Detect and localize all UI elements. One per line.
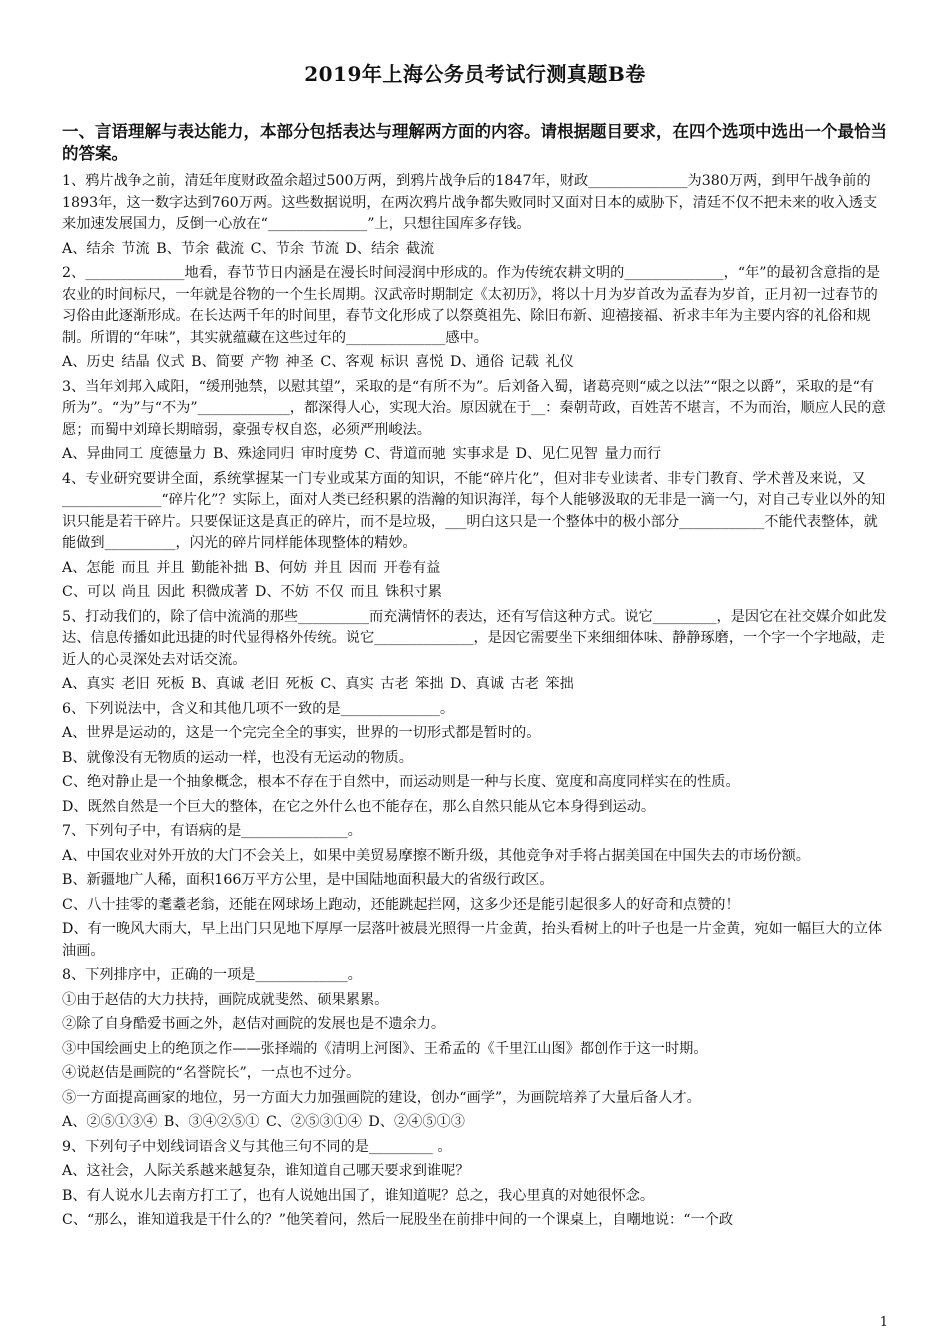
page-number: 1 — [879, 1315, 888, 1330]
answer-options: A、②⑤①③④ B、③④②⑤① C、②⑤③①④ D、②④⑤①③ — [62, 1114, 465, 1130]
option-line: D、既然自然是一个巨大的整体，在它之外什么也不能存在，那么自然只能从它本身得到运动。 — [62, 798, 656, 815]
option-line: C、“那么，谁知道我是干什么的？”他笑着问，然后一屁股坐在前排中间的一个课桌上，自嘲地说：“一个政 — [62, 1212, 734, 1228]
question-text: 2、______________地看，春节节日内涵是在漫长时间浸润中形成的。作为传统农耕文明的______________，“年”的最初含意指的是农业的时间标尺，一年就是谷物的一个生长周期。汉武帝时期制定《太初历》，将以十月为岁首改为孟春为岁首，正月初一过春节的习俗由此逐渐形成。在长达两千年的时间里，春节文化形成了以祭奠祖先、除旧布新、迎禧接福、祈求丰年为主要内容的礼俗和规制。所谓的“年味”，其实就蕴藏在这些过年的______________感中。 — [62, 265, 881, 346]
sentence-item: ④说赵佶是画院的“名誉院长”，一点也不过分。 — [62, 1065, 361, 1081]
question-text: 4、专业研究要讲全面，系统掌握某一门专业或某方面的知识，不能“碎片化”，但对非专业读者、非专门教育、学术普及来说，又______________“碎片化”？实际上，面对人类已经积累的浩瀚的知识海洋，每个人能够汲取的无非是一滴一勺，对自己专业以外的知识只能是若干碎片。只要保证这是真正的碎片，而不是垃圾，___明白这只是一个整体中的极小部分____________不能代表整体，就能做到__________，闪光的碎片同样能体现整体的精妙。 — [62, 470, 886, 551]
option-line: B、有人说水儿去南方打工了，也有人说她出国了，谁知道呢？总之，我心里真的对她很怀念。 — [62, 1187, 655, 1204]
question-text: 6、下列说法中，含义和其他几项不一致的是______________。 — [62, 700, 455, 717]
option-line: A、世界是运动的，这是一个完完全全的事实，世界的一切形式都是暂时的。 — [62, 725, 541, 741]
question-text: 3、当年刘邦入咸阳，“缓刑弛禁，以慰其望”，采取的是“有所不为”。后刘备入蜀，诸葛亮则“威之以法”“限之以爵”，采取的是“有所为”。“为”与“不为”_____________，都深得人心，实现大治。原因就在于__：秦朝苛政，百姓苦不堪言，不为而治，顺应人民的意愿；而蜀中刘璋长期暗弱，豪强专权自恣，必须严刑峻法。 — [62, 378, 886, 438]
answer-options: A、历史 结晶 仪式 B、简要 产物 神圣 C、客观 标识 喜悦 D、通俗 记载 礼仪 — [62, 354, 574, 370]
document-title: 2019年上海公务员考试行测真题B卷 — [304, 62, 646, 86]
sentence-item: ②除了自身酷爱书画之外，赵佶对画院的发展也是不遗余力。 — [62, 1016, 446, 1032]
answer-options: C、可以 尚且 因此 积微成著 D、不妨 不仅 而且 铢积寸累 — [62, 584, 442, 600]
answer-options: A、怎能 而且 并且 勤能补拙 B、何妨 并且 因而 开卷有益 — [62, 559, 441, 576]
answer-options: A、异曲同工 度德量力 B、殊途同归 审时度势 C、背道而驰 实事求是 D、见仁见智 量力而行 — [62, 446, 662, 462]
question-body — [62, 171, 888, 1232]
answer-options: A、真实 老旧 死板 B、真诚 老旧 死板 C、真实 古老 笨拙 D、真诚 古老 笨拙 — [62, 676, 574, 692]
section-heading: 一、言语理解与表达能力，本部分包括表达与理解两方面的内容。请根据题目要求，在四个选项中选出一个最恰当的答案。 — [62, 122, 887, 163]
question-text: 9、下列句子中划线词语含义与其他三句不同的是_________ 。 — [62, 1138, 452, 1155]
option-line: D、有一晚风大雨大，早上出门只见地下厚厚一层落叶被晨光照得一片金黄，抬头看树上的叶子也是一片金黄，宛如一幅巨大的立体油画。 — [62, 921, 883, 959]
sentence-item: ⑤一方面提高画家的地位，另一方面大力加强画院的建设，创办“画学”，为画院培养了大量后备人才。 — [62, 1089, 701, 1106]
sentence-item: ①由于赵佶的大力扶持，画院成就斐然、硕果累累。 — [62, 991, 389, 1008]
sentence-item: ③中国绘画史上的绝顶之作——张择端的《清明上河图》、王希孟的《千里江山图》都创作于这一时期。 — [62, 1040, 708, 1057]
question-text: 5、打动我们的，除了信中流淌的那些__________而充满情怀的表达，还有写信这种方式。说它_________，是因它在社交媒介如此发达、信息传播如此迅捷的时代显得格外传统。说它______________，是因它需要坐下来细细体味、静静琢磨，一个字一个字地敲，走近人的心灵深处去对话交流。 — [62, 608, 887, 668]
question-text: 7、下列句子中，有语病的是_______________。 — [62, 823, 362, 839]
answer-options: A、结余 节流 B、节余 截流 C、节余 节流 D、结余 截流 — [62, 240, 435, 257]
option-line: B、就像没有无物质的运动一样，也没有无运动的物质。 — [62, 749, 413, 766]
option-line: C、绝对静止是一个抽象概念，根本不存在于自然中，而运动则是一种与长度、宽度和高度同样实在的性质。 — [62, 774, 740, 790]
question-text: 1、鸦片战争之前，清廷年度财政盈余超过500万两，到鸦片战争后的1847年，财政______________为380万两，到甲午战争前的1893年，这一数字达到760万两。这些数据说明，在两次鸦片战争都失败同时又面对日本的威胁下，清廷不仅不把未来的收入透支来加速发展国力，反倒一心放在“______________”上，只想往国库多存钱。 — [62, 173, 878, 232]
option-line: C、八十挂零的耄耋老翁，还能在网球场上跑动，还能跳起拦网，这多少还是能引起很多人的好奇和点赞的！ — [62, 896, 740, 913]
question-text: 8、下列排序中，正确的一项是_____________。 — [62, 967, 362, 983]
option-line: A、这社会，人际关系越来越复杂，谁知道自己哪天要求到谁呢？ — [62, 1163, 470, 1179]
option-line: A、中国农业对外开放的大门不会关上，如果中美贸易摩擦不断升级，其他竞争对手将占据美国在中国失去的市场份额。 — [62, 847, 810, 864]
option-line: B、新疆地广人稀，面积166万平方公里，是中国陆地面积最大的省级行政区。 — [62, 872, 554, 888]
